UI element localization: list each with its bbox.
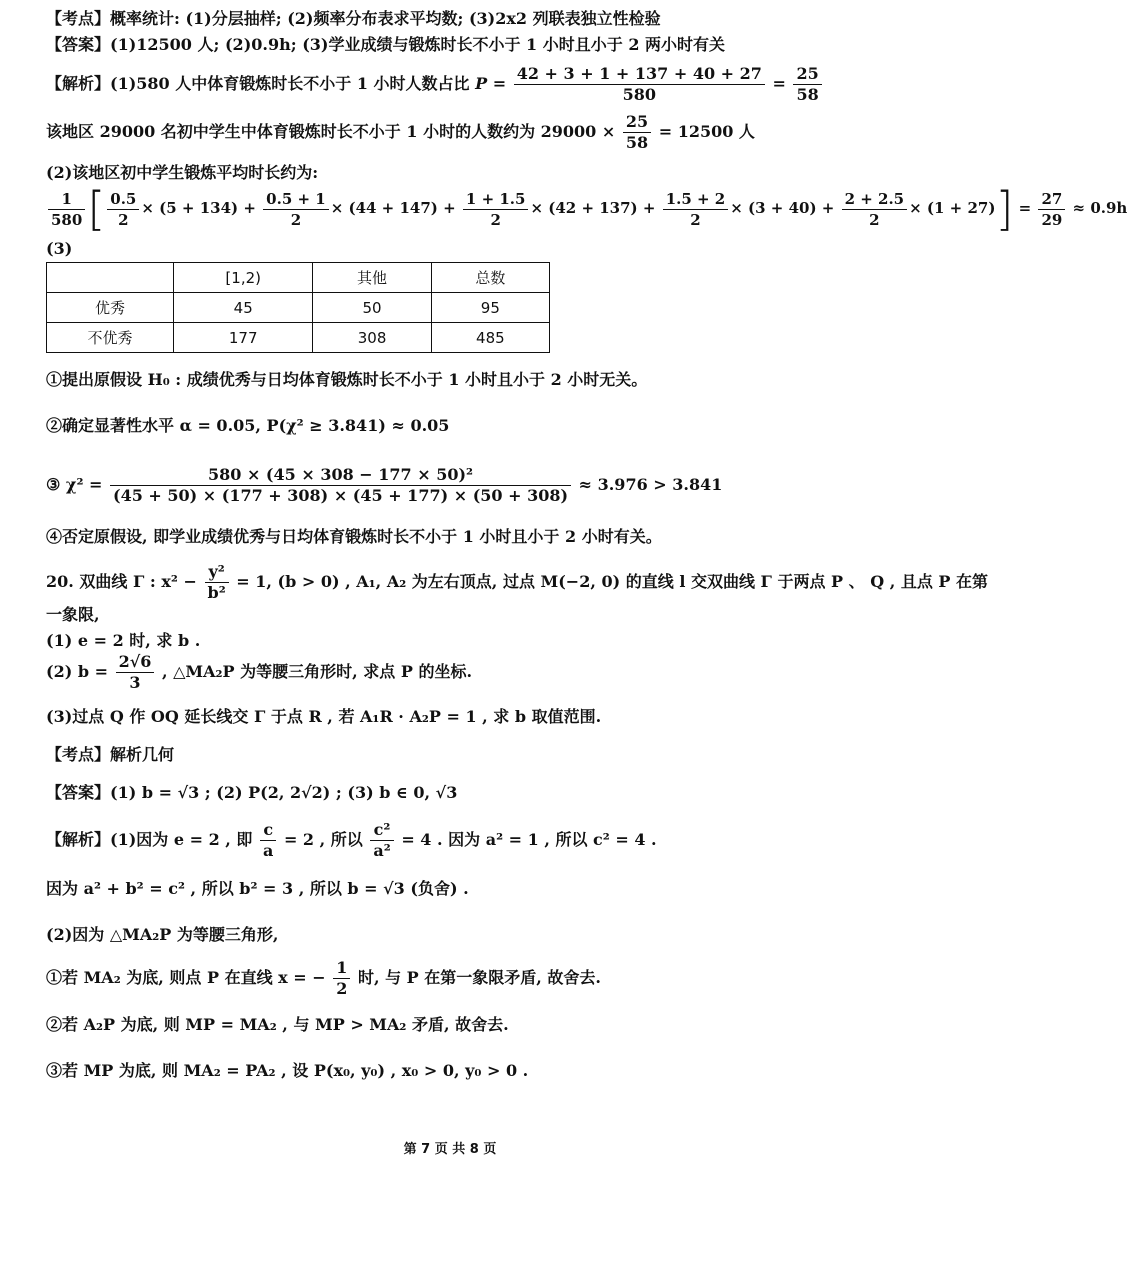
table-cell: 其他 (313, 263, 431, 293)
question-text: 20. 双曲线 Γ : x² − (46, 572, 197, 591)
fraction-numerator: 2√6 (116, 652, 155, 673)
estimate-text: 该地区 29000 名初中学生中体育锻炼时长不小于 1 小时的人数约为 29000 × (46, 122, 616, 141)
fraction-denominator: 2 (118, 210, 129, 229)
jiexi-line-1 (46, 62, 860, 106)
table-row (47, 293, 550, 323)
table-cell: 总数 (431, 263, 549, 293)
table-cell: 优秀 (47, 293, 174, 323)
step-3 (46, 462, 860, 508)
fraction-denominator: 580 (622, 85, 656, 104)
term-5: × (1 + 27) (909, 199, 996, 217)
table-cell: [1,2) (174, 263, 313, 293)
question-text: (2) b = (46, 662, 109, 681)
fraction-numerator: c (260, 820, 276, 841)
left-bracket: [ (87, 182, 106, 236)
fraction-numerator: 25 (623, 112, 651, 133)
table-cell: 45 (174, 293, 313, 323)
average-approx: ≈ 0.9h (1072, 199, 1127, 217)
jiexi-line-5 (46, 956, 860, 1000)
average-title: (2)该地区初中学生锻炼平均时长约为: (46, 163, 319, 182)
equals-sign: = (1018, 199, 1032, 217)
term-fraction-2 (263, 189, 329, 230)
jiexi-text: ①若 MA₂ 为底, 则点 P 在直线 x = − (46, 968, 326, 987)
chi-square-label: ③ χ² = (46, 475, 103, 494)
estimate-line (46, 110, 860, 154)
fraction-numerator: y² (205, 562, 229, 583)
chi-square-fraction (110, 465, 571, 506)
fraction-denominator: 2 (690, 210, 701, 229)
fraction-denominator: a (263, 841, 274, 860)
fraction-denominator: 2 (290, 210, 302, 229)
fraction-denominator: (45 + 50) × (177 + 308) × (45 + 177) × (50 + 308) (113, 486, 569, 505)
fraction-denominator: 29 (1041, 210, 1063, 229)
jiexi-text: 时, 与 P 在第一象限矛盾, 故舍去. (357, 968, 601, 987)
answer-line: 【答案】(1)12500 人; (2)0.9h; (3)学业成绩与锻炼时长不小于 1 小时且小于 2 两小时有关 (46, 35, 726, 54)
fraction-numerator: 27 (1038, 189, 1065, 210)
c2-over-a2-fraction (370, 820, 393, 861)
table-cell: 485 (431, 323, 549, 353)
question-20 (46, 560, 989, 604)
fraction-numerator: 0.5 + 1 (263, 189, 329, 210)
jiexi-line-2 (46, 818, 860, 862)
term-fraction-3 (463, 189, 529, 230)
step-2: ②确定显著性水平 α = 0.05, P(χ² ≥ 3.841) ≈ 0.05 (46, 416, 450, 435)
fraction-numerator: 1 + 1.5 (463, 189, 529, 210)
answer-line-2: 【答案】(1) b = √3 ; (2) P(2, 2√2) ; (3) b ∈ 0, √3 (46, 783, 458, 802)
average-result-fraction (1038, 189, 1065, 230)
jiexi-line-3: 因为 a² + b² = c² , 所以 b² = 3 , 所以 b = √3 (负舍) . (46, 879, 469, 898)
question-text: , △MA₂P 为等腰三角形时, 求点 P 的坐标. (161, 662, 473, 681)
fraction-numerator: 25 (793, 64, 821, 85)
step-4: ④否定原假设, 即学业成绩优秀与日均体育锻炼时长不小于 1 小时且小于 2 小时有关。 (46, 527, 662, 546)
jiexi-line-6: ②若 A₂P 为底, 则 MP = MA₂ , 与 MP > MA₂ 矛盾, 故舍去. (46, 1015, 509, 1034)
table-cell: 308 (313, 323, 431, 353)
fraction-numerator: 0.5 (107, 189, 139, 210)
equals-sign: = (772, 74, 786, 93)
question-text: = 1, (b > 0) , A₁, A₂ 为左右顶点, 过点 M(−2, 0) 的直线 l 交双曲线 Γ 于两点 P 、 Q , 且点 P 在第 (236, 572, 989, 591)
page-footer: 第 7 页 共 8 页 (403, 1142, 497, 1157)
c-over-a-fraction (260, 820, 276, 861)
term-1: × (5 + 134) + (141, 199, 256, 217)
average-formula (46, 182, 1127, 236)
result-fraction (793, 64, 821, 105)
estimate-fraction (623, 112, 651, 153)
fraction-numerator: 1 (48, 189, 85, 210)
fraction-denominator: 580 (51, 210, 83, 229)
term-3: × (42 + 137) + (530, 199, 656, 217)
jiexi-text: = 2 , 所以 (283, 830, 363, 849)
jiexi-line-7: ③若 MP 为底, 则 MA₂ = PA₂ , 设 P(x₀, y₀) , x₀ > 0, y₀ > 0 . (46, 1061, 529, 1080)
step-1: ①提出原假设 H₀ : 成绩优秀与日均体育锻炼时长不小于 1 小时且小于 2 小时无关。 (46, 370, 648, 389)
table-cell (47, 263, 174, 293)
chi-square-result: ≈ 3.976 > 3.841 (578, 475, 723, 494)
table-header-row (47, 263, 550, 293)
question-20-cont: 一象限, (46, 605, 100, 624)
kaodian-line: 【考点】概率统计: (1)分层抽样; (2)频率分布表求平均数; (3)2x2 列联表独立性检验 (46, 9, 661, 28)
table-row (47, 323, 550, 353)
fraction-denominator: 3 (129, 673, 141, 692)
b-value-fraction (116, 652, 155, 693)
right-bracket: ] (995, 182, 1014, 236)
question-20-part1: (1) e = 2 时, 求 b . (46, 631, 201, 650)
term-fraction-4 (663, 189, 729, 230)
half-fraction (333, 958, 350, 999)
jiexi-text: 【解析】(1)因为 e = 2 , 即 (46, 830, 253, 849)
jiexi-text: = 4 . 因为 a² = 1 , 所以 c² = 4 . (401, 830, 657, 849)
question-20-part3: (3)过点 Q 作 OQ 延长线交 Γ 于点 R , 若 A₁R · A₂P = 1 , 求 b 取值范围. (46, 707, 602, 726)
fraction-numerator: 1 (333, 958, 350, 979)
part3-label: (3) (46, 239, 73, 258)
table-cell: 不优秀 (47, 323, 174, 353)
jiexi-text: 【解析】(1)580 人中体育锻炼时长不小于 1 小时人数占比 (46, 74, 470, 93)
fraction-denominator: 2 (869, 210, 880, 229)
kaodian-line-2: 【考点】解析几何 (46, 745, 175, 764)
fraction-denominator: 58 (625, 133, 649, 152)
ratio-fraction (514, 64, 765, 105)
fraction-numerator: 2 + 2.5 (842, 189, 908, 210)
term-2: × (44 + 147) + (330, 199, 456, 217)
fraction-denominator: b² (207, 583, 226, 602)
fraction-numerator: 1.5 + 2 (663, 189, 729, 210)
contingency-table (46, 262, 550, 353)
fraction-denominator: 2 (490, 210, 501, 229)
fraction-numerator: 42 + 3 + 1 + 137 + 40 + 27 (514, 64, 765, 85)
term-fraction-5 (842, 189, 908, 230)
term-4: × (3 + 40) + (730, 199, 835, 217)
table-cell: 50 (313, 293, 431, 323)
table-cell: 95 (431, 293, 549, 323)
question-20-part2 (46, 650, 860, 694)
lead-fraction (48, 189, 85, 230)
p-label: P = (475, 74, 507, 93)
fraction-denominator: a² (373, 841, 391, 860)
term-fraction-1 (107, 189, 139, 230)
fraction-denominator: 2 (336, 979, 348, 998)
table-cell: 177 (174, 323, 313, 353)
jiexi-line-4: (2)因为 △MA₂P 为等腰三角形, (46, 925, 279, 944)
hyperbola-fraction (205, 562, 229, 603)
fraction-numerator: 580 × (45 × 308 − 177 × 50)² (110, 465, 571, 486)
estimate-result: = 12500 人 (658, 122, 755, 141)
fraction-numerator: c² (370, 820, 393, 841)
fraction-denominator: 58 (796, 85, 819, 104)
